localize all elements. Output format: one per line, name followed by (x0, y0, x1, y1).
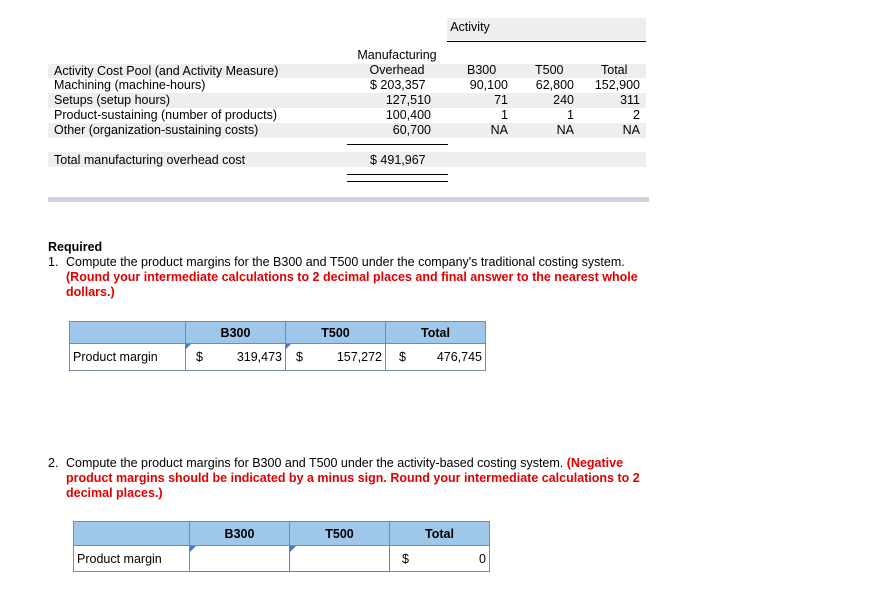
q2-note-line2: product margins should be indicated by a minus sign. Round your intermediate calculations to 2 (66, 471, 640, 485)
total-margin-value: 476,745 (436, 350, 482, 364)
t500-cell: 1 (567, 108, 574, 122)
total-margin-cell (386, 344, 486, 371)
product-margin-label: Product margin (74, 546, 190, 572)
total-overhead-value: $ 491,967 (370, 153, 426, 167)
activity-header: Activity (450, 20, 490, 34)
input-marker-icon (190, 546, 196, 552)
currency-symbol: $ (399, 350, 406, 364)
input-marker-icon (186, 344, 191, 349)
header-blank (70, 322, 186, 344)
pool-header: Activity Cost Pool (and Activity Measure) (54, 64, 279, 78)
answer-table-traditional (69, 321, 486, 371)
header-t500: T500 (286, 322, 386, 344)
total-cell: 152,900 (594, 78, 640, 92)
t500-margin-value: 157,272 (336, 350, 382, 364)
pool-cell: Setups (setup hours) (54, 93, 171, 107)
b300-cell: NA (490, 123, 508, 137)
double-rule-top (347, 174, 448, 175)
b300-cell: 71 (494, 93, 508, 107)
q1-note-line1: (Round your intermediate calculations to 2 decimal places and final answer to the nearest whole (66, 270, 638, 284)
q2-note-part1: (Negative (566, 456, 624, 470)
input-marker-icon (290, 546, 296, 552)
mfg-header-line1: Manufacturing (357, 48, 437, 62)
total-header: Total (601, 63, 628, 77)
total-margin-cell (390, 546, 490, 572)
b300-margin-input[interactable] (186, 344, 286, 371)
input-marker-icon (286, 344, 291, 349)
header-b300: B300 (186, 322, 286, 344)
mfg-cell: 127,510 (385, 93, 431, 107)
product-margin-label: Product margin (70, 344, 186, 371)
section-divider (48, 197, 649, 202)
activity-underline (447, 41, 646, 42)
q2-text: Compute the product margins for B300 and T500 under the activity-based costing system. (66, 456, 564, 470)
header-total: Total (386, 322, 486, 344)
t500-margin-input[interactable] (290, 546, 390, 572)
b300-margin-input[interactable] (190, 546, 290, 572)
currency-symbol: $ (402, 552, 409, 566)
total-overhead-label: Total manufacturing overhead cost (54, 153, 246, 167)
t500-cell: 62,800 (535, 78, 574, 92)
answer-table-abc (73, 521, 490, 572)
subtotal-rule (347, 144, 448, 145)
t500-cell: 240 (553, 93, 574, 107)
t500-header: T500 (535, 63, 564, 77)
q1-number: 1. (48, 255, 59, 269)
pool-cell: Product-sustaining (number of products) (54, 108, 278, 122)
mfg-cell: $ 203,357 (370, 78, 426, 92)
b300-cell: 90,100 (469, 78, 508, 92)
currency-symbol: $ (296, 350, 303, 364)
b300-margin-value: 319,473 (236, 350, 282, 364)
t500-cell: NA (556, 123, 574, 137)
header-b300: B300 (190, 522, 290, 546)
q2-number: 2. (48, 456, 59, 470)
mfg-cell: 100,400 (385, 108, 431, 122)
header-t500: T500 (290, 522, 390, 546)
currency-symbol: $ (196, 350, 203, 364)
total-cell: 2 (633, 108, 640, 122)
mfg-header-line2: Overhead (369, 63, 425, 77)
total-cell: 311 (620, 93, 640, 107)
header-total: Total (390, 522, 490, 546)
b300-header: B300 (467, 63, 497, 77)
q1-note-line2: dollars.) (66, 285, 115, 299)
total-margin-value: 0 (479, 552, 486, 566)
total-cell: NA (622, 123, 640, 137)
required-heading: Required (48, 240, 103, 254)
pool-cell: Machining (machine-hours) (54, 78, 206, 92)
q2-note-line3: decimal places.) (66, 486, 163, 500)
pool-cell: Other (organization-sustaining costs) (54, 123, 259, 137)
t500-margin-input[interactable] (286, 344, 386, 371)
header-blank (74, 522, 190, 546)
q2-line1 (66, 456, 623, 470)
mfg-cell: 60,700 (392, 123, 431, 137)
double-rule-bottom (347, 181, 448, 182)
b300-cell: 1 (501, 108, 508, 122)
q1-text: Compute the product margins for the B300 and T500 under the company's traditional costing system. (66, 255, 625, 269)
